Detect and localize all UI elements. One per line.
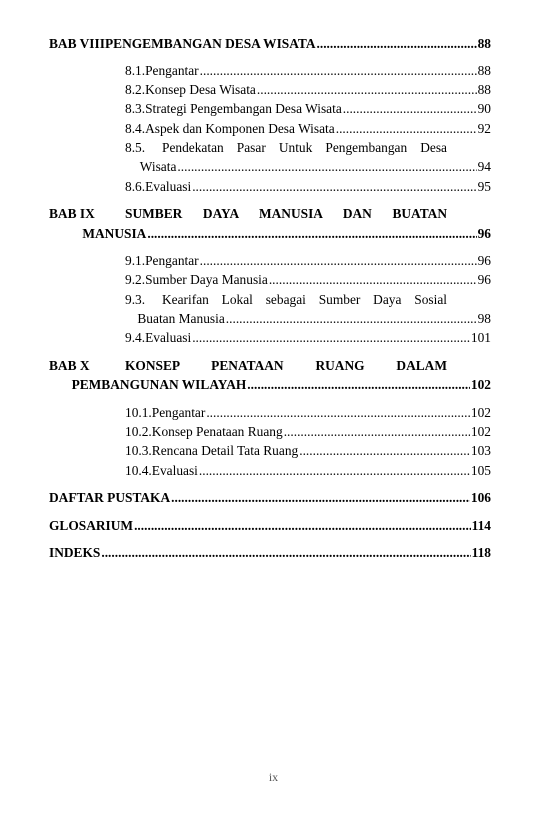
section-entry-continuation[interactable] [125,311,491,327]
section-title: Pengantar [151,405,206,420]
section-page: 103 [470,443,491,458]
dot-leader [177,159,476,175]
section-page: 101 [470,330,491,345]
dot-leader [147,226,476,242]
dot-leader [200,63,477,79]
chapter-label: BAB IX [49,206,95,221]
section-number: 8.1. [125,63,146,78]
dot-leader [336,121,477,137]
dot-leader [257,82,477,98]
chapter-title: KONSEP PENATAAN RUANG DALAM [125,358,447,373]
section-number: 10.3. [125,443,152,458]
section-title: Evaluasi [145,179,192,194]
backmatter-title: DAFTAR PUSTAKA [49,490,171,505]
dot-leader [206,405,470,421]
section-page: 90 [477,101,491,116]
dot-leader [317,36,477,52]
backmatter-page: 106 [470,490,491,505]
dot-leader [134,518,471,534]
section-title: Konsep Desa Wisata [145,82,256,97]
section-page: 98 [477,311,491,326]
section-page: 105 [470,463,491,478]
section-title: Pengantar [145,253,199,268]
dot-leader [299,443,470,459]
chapter-entry[interactable] [49,36,491,52]
section-entry[interactable] [125,405,491,421]
section-page: 88 [477,82,491,97]
section-title: Kearifan Lokal sebagai Sumber Daya Sosial [162,292,447,307]
section-number: 8.5. [125,140,146,155]
chapter-label: BAB VIII [49,36,105,51]
dot-leader [192,330,470,346]
chapter-entry-continuation[interactable] [49,377,491,393]
section-entry[interactable] [125,179,491,195]
section-page: 102 [470,405,491,420]
chapter-page: 96 [477,226,491,241]
section-entry-first-line[interactable] [125,140,491,156]
backmatter-page: 114 [471,518,491,533]
dot-leader [247,377,470,393]
section-entry[interactable] [125,101,491,117]
section-number: 9.1. [125,253,146,268]
backmatter-title: GLOSARIUM [49,518,134,533]
dot-leader [101,545,470,561]
section-entry[interactable] [125,424,491,440]
section-title: Sumber Daya Manusia [145,272,268,287]
section-number: 8.3. [125,101,146,116]
section-page: 95 [477,179,491,194]
chapter-page: 102 [470,377,491,392]
section-number: 10.2. [125,424,152,439]
section-entry[interactable] [125,82,491,98]
dot-leader [200,253,477,269]
section-title-continued: Buatan Manusia [137,311,225,326]
chapter-entry-first-line[interactable] [49,206,491,222]
section-number: 8.6. [125,179,146,194]
section-entry[interactable] [125,63,491,79]
section-title: Evaluasi [151,463,198,478]
backmatter-entry-daftar-pustaka[interactable] [49,490,491,506]
section-number: 9.4. [125,330,146,345]
section-title: Evaluasi [145,330,192,345]
section-page: 94 [477,159,491,174]
section-entry[interactable] [125,330,491,346]
section-page: 96 [477,272,491,287]
dot-leader [269,272,477,288]
section-number: 9.2. [125,272,146,287]
section-number: 8.2. [125,82,146,97]
section-entry-continuation[interactable] [125,159,491,175]
section-entry[interactable] [125,121,491,137]
chapter-entry-first-line[interactable] [49,358,491,374]
chapter-label: BAB X [49,358,90,373]
dot-leader [171,490,470,506]
chapter-page: 88 [477,36,491,51]
section-number: 9.3. [125,292,146,307]
backmatter-page: 118 [471,545,491,560]
chapter-title: PENGEMBANGAN DESA WISATA [104,36,316,51]
section-page: 96 [477,253,491,268]
section-title: Konsep Penataan Ruang [151,424,283,439]
section-title: Aspek dan Komponen Desa Wisata [145,121,335,136]
chapter-entry-continuation[interactable] [49,226,491,242]
section-title: Pendekatan Pasar Untuk Pengembangan Desa [162,140,447,155]
dot-leader [343,101,477,117]
page-number-footer: ix [268,770,279,784]
chapter-title-continued: MANUSIA [82,226,147,241]
section-page: 92 [477,121,491,136]
backmatter-entry-indeks[interactable] [49,545,491,561]
section-entry[interactable] [125,253,491,269]
backmatter-title: INDEKS [49,545,101,560]
dot-leader [192,179,476,195]
section-title: Pengantar [145,63,199,78]
section-page: 102 [470,424,491,439]
section-number: 10.1. [125,405,152,420]
section-entry[interactable] [125,272,491,288]
chapter-title-continued: PEMBANGUNAN WILAYAH [71,377,247,392]
section-entry[interactable] [125,463,491,479]
backmatter-entry-glosarium[interactable] [49,518,491,534]
section-title-continued: Wisata [139,159,177,174]
section-title: Rencana Detail Tata Ruang [151,443,299,458]
section-entry[interactable] [125,443,491,459]
section-page: 88 [477,63,491,78]
dot-leader [199,463,470,479]
section-entry-first-line[interactable] [125,292,491,308]
dot-leader [284,424,470,440]
dot-leader [226,311,477,327]
section-number: 10.4. [125,463,152,478]
section-title: Strategi Pengembangan Desa Wisata [145,101,342,116]
section-number: 8.4. [125,121,146,136]
chapter-title: SUMBER DAYA MANUSIA DAN BUATAN [125,206,447,221]
